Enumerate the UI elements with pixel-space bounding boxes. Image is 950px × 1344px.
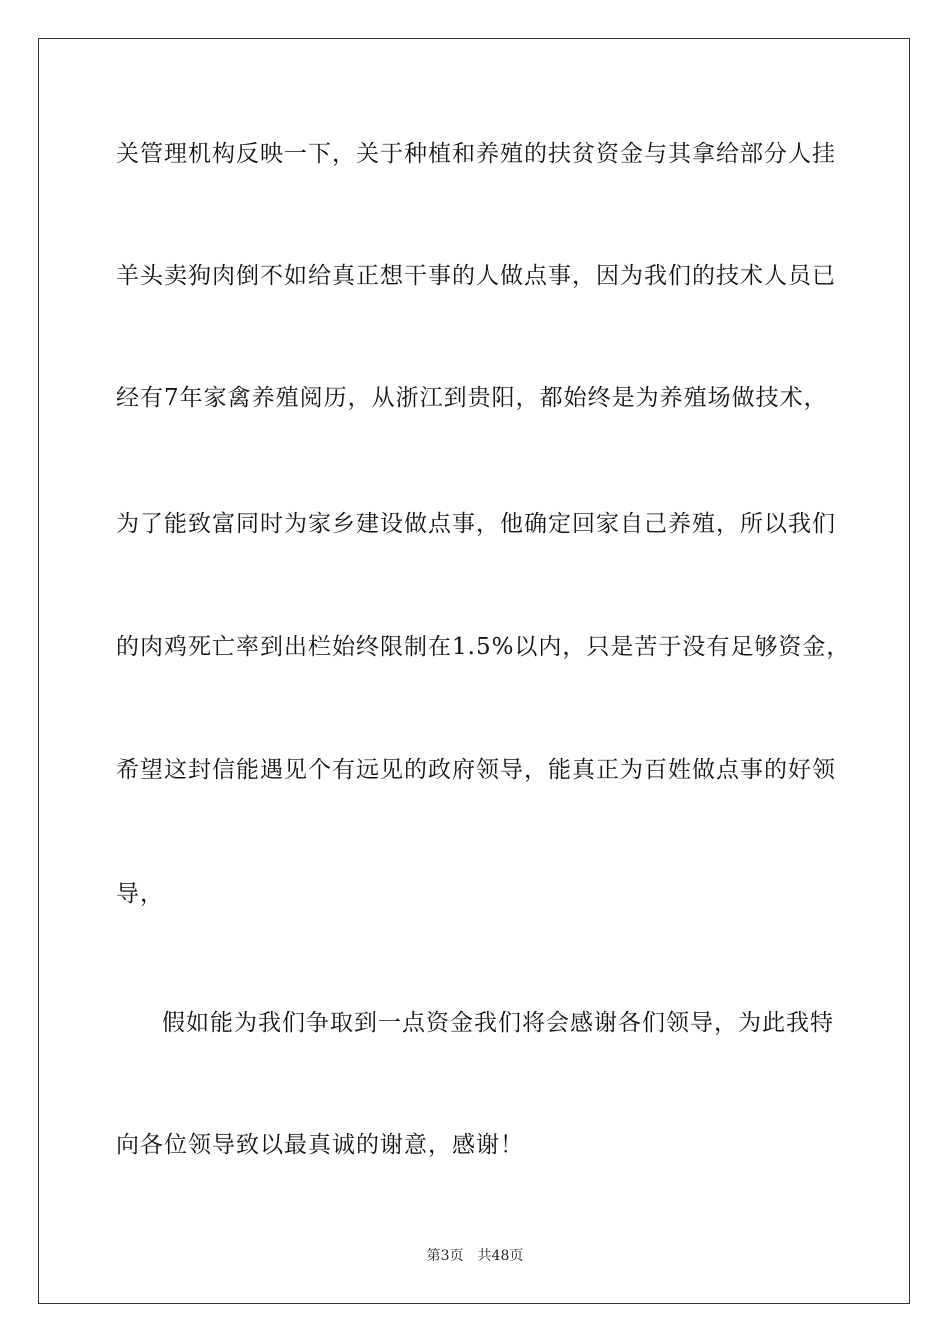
body-text-line: 经有7年家禽养殖阅历，从浙江到贵阳，都始终是为养殖场做技术， xyxy=(116,385,828,411)
paragraph-first-line: 假如能为我们争取到一点资金我们将会感谢各们领导，为此我特 xyxy=(162,1010,834,1036)
body-text-line: 为了能致富同时为家乡建设做点事，他确定回家自己养殖，所以我们 xyxy=(116,511,836,537)
body-text-line: 关管理机构反映一下，关于种植和养殖的扶贫资金与其拿给部分人挂 xyxy=(116,141,836,167)
body-text-line: 羊头卖狗肉倒不如给真正想干事的人做点事，因为我们的技术人员已 xyxy=(116,263,836,289)
page-total: 共48页 xyxy=(477,1248,524,1264)
body-text-line: 的肉鸡死亡率到出栏始终限制在1.5%以内，只是苦于没有足够资金， xyxy=(116,634,851,660)
page-border xyxy=(38,38,910,1304)
body-text-line: 导， xyxy=(116,881,164,907)
body-text-line: 希望这封信能遇见个有远见的政府领导，能真正为百姓做点事的好领 xyxy=(116,757,836,783)
page-footer xyxy=(0,1247,950,1265)
page-number: 第3页 xyxy=(426,1248,464,1264)
body-text-line: 向各位领导致以最真诚的谢意，感谢！ xyxy=(116,1132,524,1158)
